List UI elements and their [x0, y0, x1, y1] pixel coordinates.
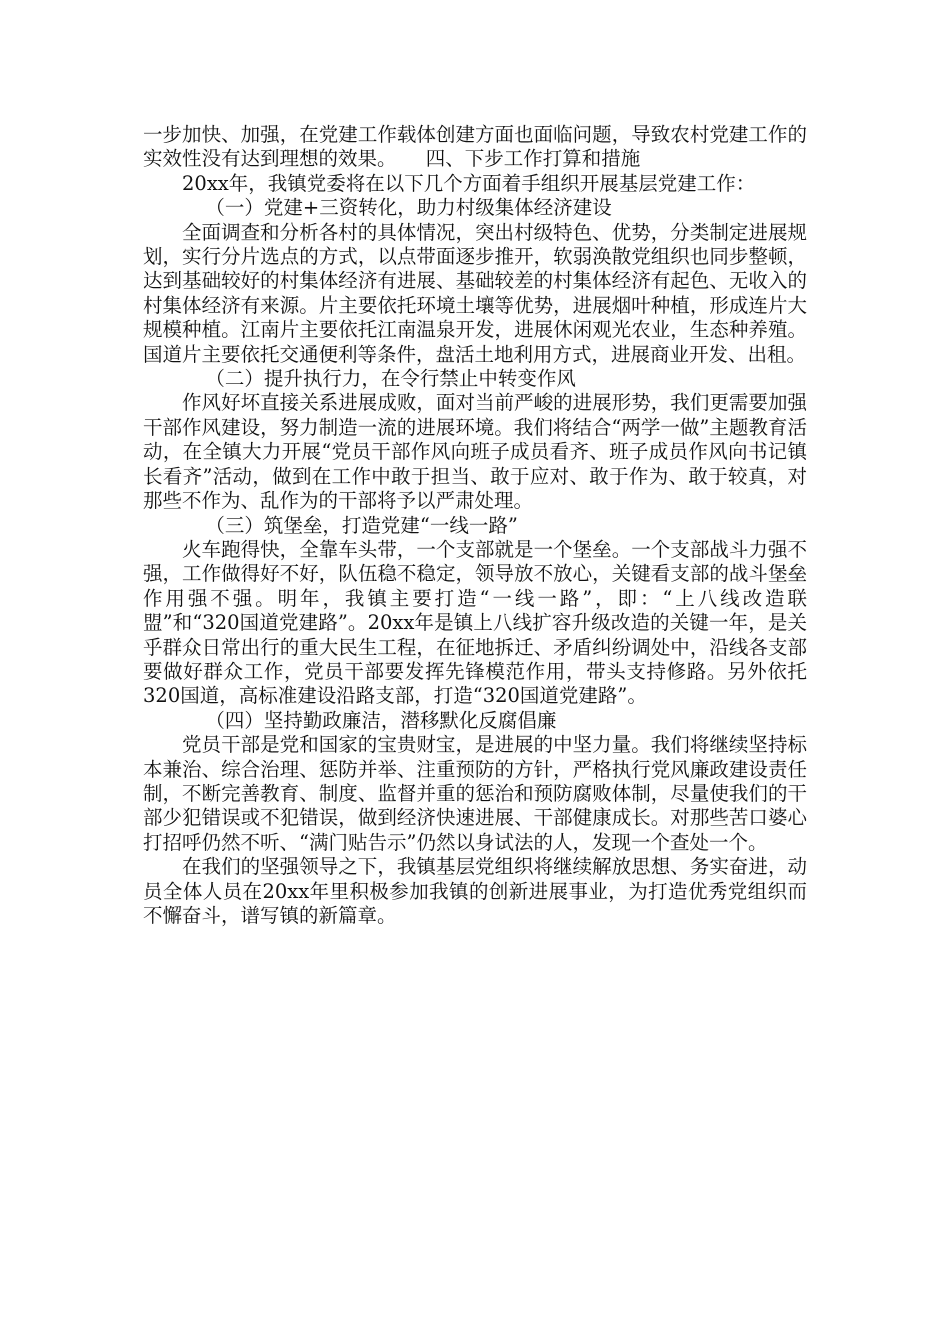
section-heading-4: （四）坚持勤政廉洁，潜移默化反腐倡廉	[205, 708, 557, 732]
paragraph-plan-intro: 20xx年，我镇党委将在以下几个方面着手组织开展基层党建工作：	[182, 171, 756, 195]
section-heading-1: （一）党建+三资转化，助力村级集体经济建设	[205, 196, 612, 220]
paragraph-section-4: 党员干部是党和国家的宝贵财宝，是进展的中坚力量。我们将继续坚持标本兼治、综合治理、惩防并举、注重预防的方针，严格执行党风廉政建设责任制，不断完善教育、制度、监督并重的惩治和预防腐败体制，尽量使我们的干部少犯错误或不犯错误，做到经济快速进展、干部健康成长。对那些苦口婆心打招呼仍然不听、“满门贴告示”仍然以身试法的人，发现一个查处一个。	[143, 733, 807, 854]
paragraph-section-2: 作风好坏直接关系进展成败，面对当前严峻的进展形势，我们更需要加强干部作风建设，努力制造一流的进展环境。我们将结合“两学一做”主题教育活动，在全镇大力开展“党员干部作风向班子成员看齐、班子成员作风向书记镇长看齐”活动，做到在工作中敢于担当、敢于应对、敢于作为、敢于较真，对那些不作为、乱作为的干部将予以严肃处理。	[143, 391, 807, 513]
paragraph-intro: 一步加快、加强，在党建工作载体创建方面也面临问题，导致农村党建工作的实效性没有达到理想的效果。 四、下步工作打算和措施	[143, 123, 807, 171]
section-heading-2: （二）提升执行力，在令行禁止中转变作风	[205, 367, 576, 391]
section-heading-3: （三）筑堡垒，打造党建“一线一路”	[205, 513, 518, 537]
document-page	[143, 123, 807, 928]
paragraph-section-1: 全面调查和分析各村的具体情况，突出村级特色、优势，分类制定进展规划，实行分片选点的方式，以点带面逐步推开，软弱涣散党组织也同步整顿，达到基础较好的村集体经济有进展、基础较差的村集体经济有起色、无收入的村集体经济有来源。片主要依托环境土壤等优势，进展烟叶种植，形成连片大规模种植。江南片主要依托江南温泉开发，进展休闲观光农业，生态种养殖。国道片主要依托交通便利等条件，盘活土地利用方式，进展商业开发、出租。	[143, 220, 807, 366]
paragraph-section-3: 火车跑得快，全靠车头带，一个支部就是一个堡垒。一个支部战斗力强不强，工作做得好不好，队伍稳不稳定，领导放不放心，关键看支部的战斗堡垒作用强不强。明年，我镇主要打造“一线一路”，即：“上八线改造联盟”和“320国道党建路”。20xx年是镇上八线扩容升级改造的关键一年，是关乎群众日常出行的重大民生工程，在征地拆迁、矛盾纠纷调处中，沿线各支部要做好群众工作，党员干部要发挥先锋模范作用，带头支持修路。另外依托320国道，高标准建设沿路支部，打造“320国道党建路”。	[143, 537, 807, 708]
paragraph-conclusion: 在我们的坚强领导之下，我镇基层党组织将继续解放思想、务实奋进，动员全体人员在20xx年里积极参加我镇的创新进展事业，为打造优秀党组织而不懈奋斗，谱写镇的新篇章。	[143, 855, 807, 927]
